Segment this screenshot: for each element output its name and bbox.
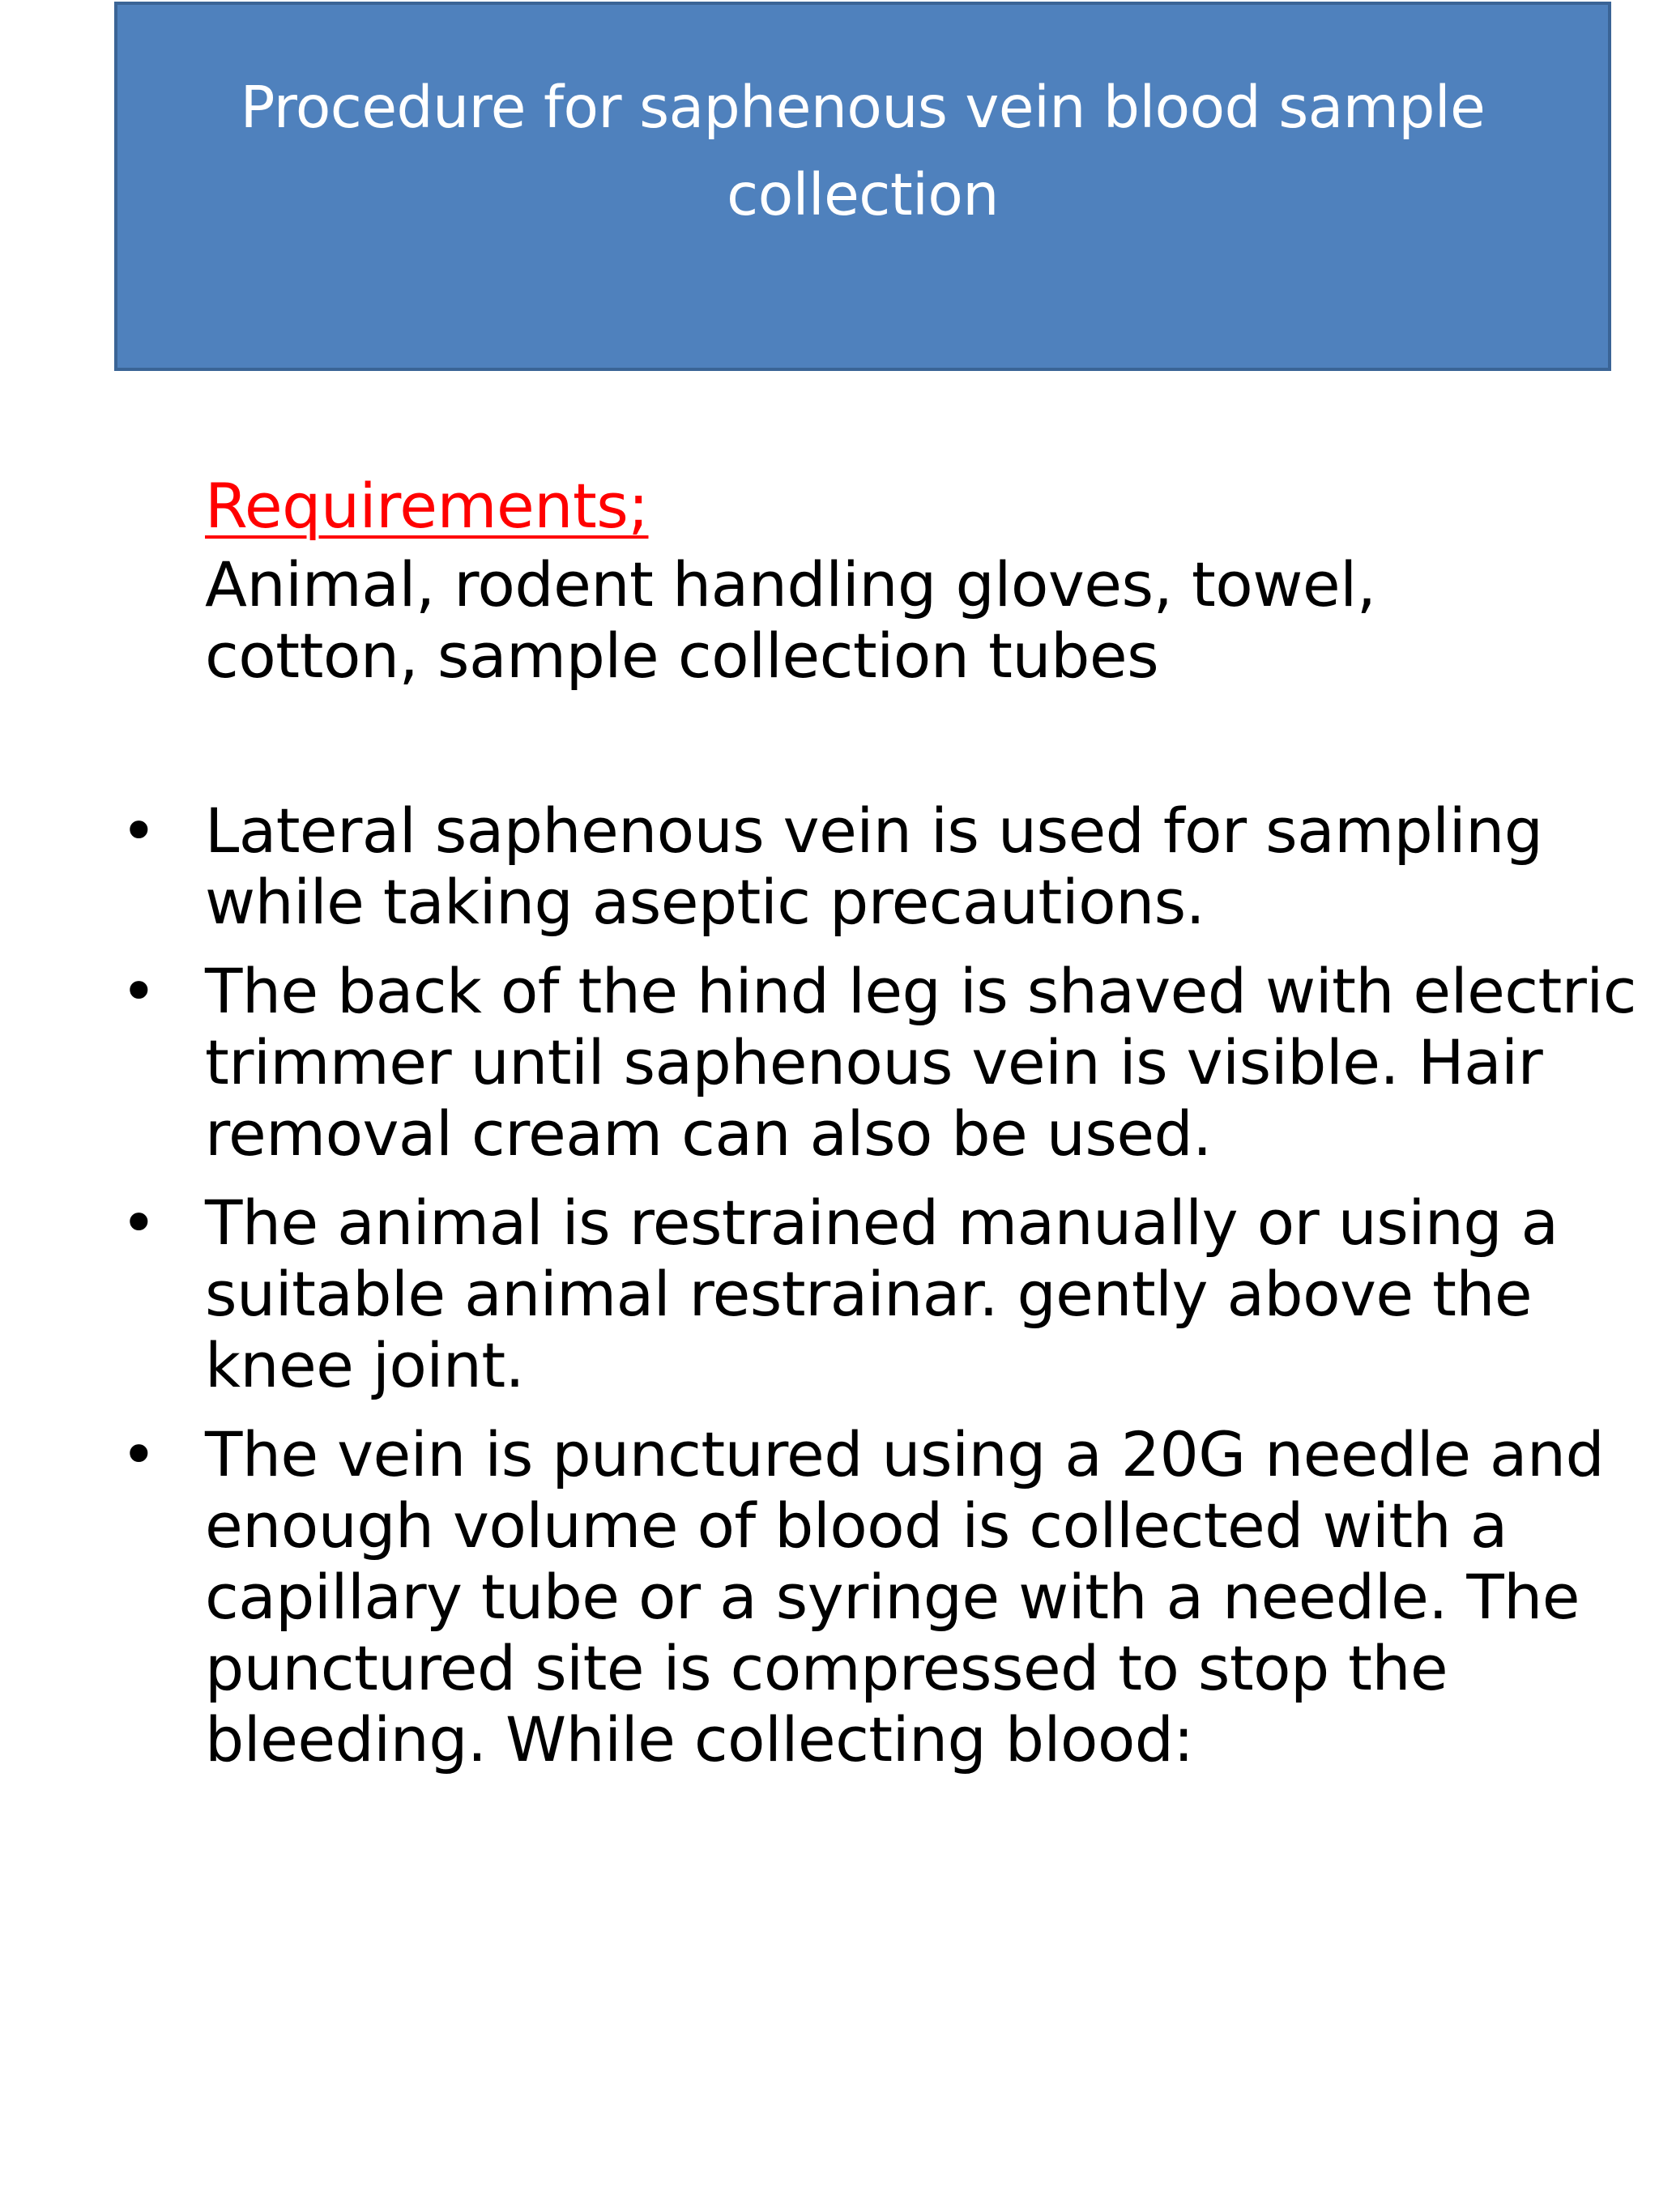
bullet-item <box>114 795 1659 938</box>
requirements-text: Animal, rodent handling gloves, towel, cotton, sample collection tubes <box>205 548 1376 692</box>
procedure-bullet-list <box>114 795 1636 1775</box>
requirements-heading: Requirements; <box>205 470 649 542</box>
bullet-icon: • <box>120 1187 157 1259</box>
bullet-icon: • <box>120 1418 157 1490</box>
bullet-icon: • <box>120 795 157 867</box>
bullet-text: Lateral saphenous vein is used for sampling while taking aseptic precautions. <box>205 795 1543 938</box>
bullet-icon: • <box>120 955 157 1027</box>
bullet-item <box>114 1419 1659 1775</box>
title-banner <box>114 2 1611 371</box>
bullet-item <box>114 1187 1659 1401</box>
bullet-text: The back of the hind leg is shaved with electric trimmer until saphenous vein is visible. Hair removal cream can also be used. <box>205 955 1636 1170</box>
slide-title: Procedure for saphenous vein blood sample collection <box>240 74 1486 228</box>
slide-content <box>114 470 1636 1793</box>
bullet-item <box>114 956 1659 1170</box>
bullet-text: The vein is punctured using a 20G needle and enough volume of blood is collected with a capillary tube or a syringe with a needle. The punctured site is compressed to stop the bleeding. While collecting blood: <box>205 1418 1605 1775</box>
bullet-text: The animal is restrained manually or using a suitable animal restrainar. gently above the knee joint. <box>205 1187 1559 1401</box>
